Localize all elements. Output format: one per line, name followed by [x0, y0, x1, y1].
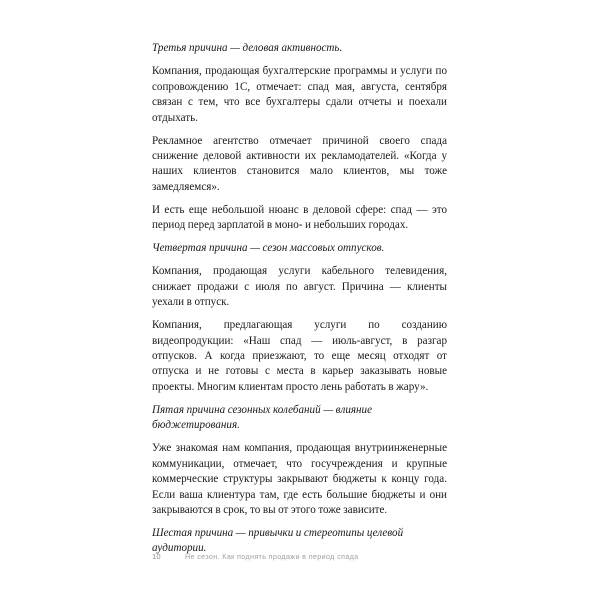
section-heading: Шестая причина — привычки и стереотипы целевой аудитории.: [152, 526, 404, 555]
body-paragraph: Компания, предлагающая услуги по созданию видеопродукции: «Наш спад — июль-август, в разгар отпусков. А когда приезжают, то еще месяц отходят от отпуска и не готовы с места в карьер заказывать новые проекты. Многим клиентам просто лень работать в жару».: [152, 319, 447, 393]
body-paragraph: Компания, продающая услуги кабельного телевидения, снижает продажи с июля по август. Причина — клиенты уехали в отпуск.: [152, 265, 447, 309]
section-heading: Третья причина — деловая активность.: [152, 42, 343, 54]
body-paragraph: Компания, продающая бухгалтерские программы и услуги по сопровождению 1С, отмечает: спад мая, августа, сентября связан с тем, что все бухгалтеры сдали отчеты и поехали отдыхать.: [152, 65, 447, 124]
footer-book-title: Не сезон. Как поднять продажи в период спада: [185, 552, 359, 561]
body-paragraph: И есть еще небольшой нюанс в деловой сфере: спад — это период перед зарплатой в моно- и небольших городах.: [152, 203, 447, 232]
body-paragraph: Уже знакомая нам компания, продающая внутриинженерные коммуникации, отмечает, что госучреждения и крупные коммерческие структуры закрывают бюджеты к концу года. Если ваша клиентура там, где есть большие бюджеты и они закрываются в срок, то вы от этого тоже зависите.: [152, 442, 447, 517]
page-footer: [152, 552, 452, 561]
body-paragraph: Рекламное агентство отмечает причиной своего спада снижение деловой активности их рекламодателей. «Когда у наших клиентов становится мало клиентов, мы тоже замедляемся».: [152, 134, 447, 193]
page-body-text: [152, 41, 447, 557]
section-heading: Четвертая причина — сезон массовых отпусков.: [152, 241, 385, 254]
section-heading: Пятая причина сезонных колебаний — влияние бюджетирования.: [152, 403, 372, 432]
footer-page-number: 10: [152, 552, 161, 561]
